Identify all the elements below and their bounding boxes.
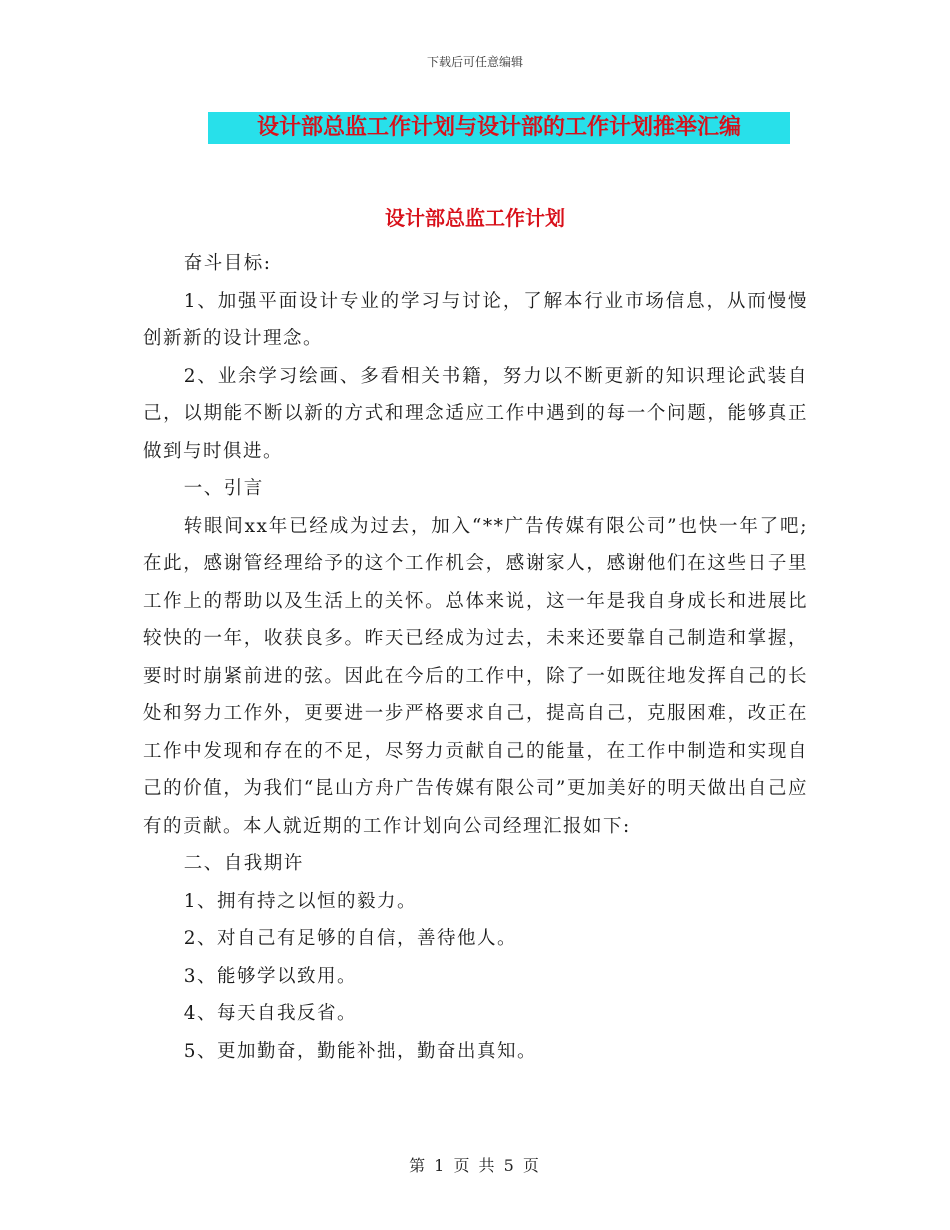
paragraph-expectation-heading: 二、自我期许 bbox=[183, 853, 304, 874]
paragraph-intro: 转眼间xx年已经成为过去，加入“**广告传媒有限公司”也快一年了吧;在此，感谢管经理给予的这个工作机会，感谢家人，感谢他们在这些日子里工作上的帮助以及生活上的关怀。总体来说，这一年是我自身成长和进展比较快的一年，收获良多。昨天已经成为过去，未来还要靠自己制造和掌握，要时时崩紧前进的弦。因此在今后的工作中，除了一如既往地发挥自己的长处和努力工作外，更要进一步严格要求自己，提高自己，克服困难，改正在工作中发现和存在的不足，尽努力贡献自己的能量，在工作中制造和实现自己的价值，为我们“昆山方舟广告传媒有限公司”更加美好的明天做出自己应有的贡献。本人就近期的工作计划向公司经理汇报如下: bbox=[143, 515, 808, 837]
page-footer: 第 1 页 共 5 页 bbox=[409, 1156, 541, 1175]
document-body bbox=[143, 245, 808, 1070]
header-note: 下载后可任意编辑 bbox=[426, 55, 523, 69]
paragraph-goal-1: 1、加强平面设计专业的学习与讨论，了解本行业市场信息，从而慢慢创新新的设计理念。 bbox=[143, 290, 808, 349]
paragraph-expectation-1: 1、拥有持之以恒的毅力。 bbox=[183, 890, 417, 912]
paragraph-goal-heading: 奋斗目标: bbox=[183, 253, 272, 274]
section-title: 设计部总监工作计划 bbox=[385, 206, 565, 230]
paragraph-goal-2: 2、业余学习绘画、多看相关书籍，努力以不断更新的知识理论武装自己，以期能不断以新的方式和理念适应工作中遇到的每一个问题，能够真正做到与时俱进。 bbox=[143, 365, 808, 462]
paragraph-expectation-5: 5、更加勤奋，勤能补拙，勤奋出真知。 bbox=[183, 1040, 537, 1062]
document-title: 设计部总监工作计划与设计部的工作计划推举汇编 bbox=[208, 112, 790, 144]
paragraph-expectation-2: 2、对自己有足够的自信，善待他人。 bbox=[183, 928, 517, 949]
paragraph-intro-heading: 一、引言 bbox=[183, 478, 264, 499]
paragraph-expectation-4: 4、每天自我反省。 bbox=[183, 1003, 357, 1024]
paragraph-expectation-3: 3、能够学以致用。 bbox=[183, 965, 357, 987]
